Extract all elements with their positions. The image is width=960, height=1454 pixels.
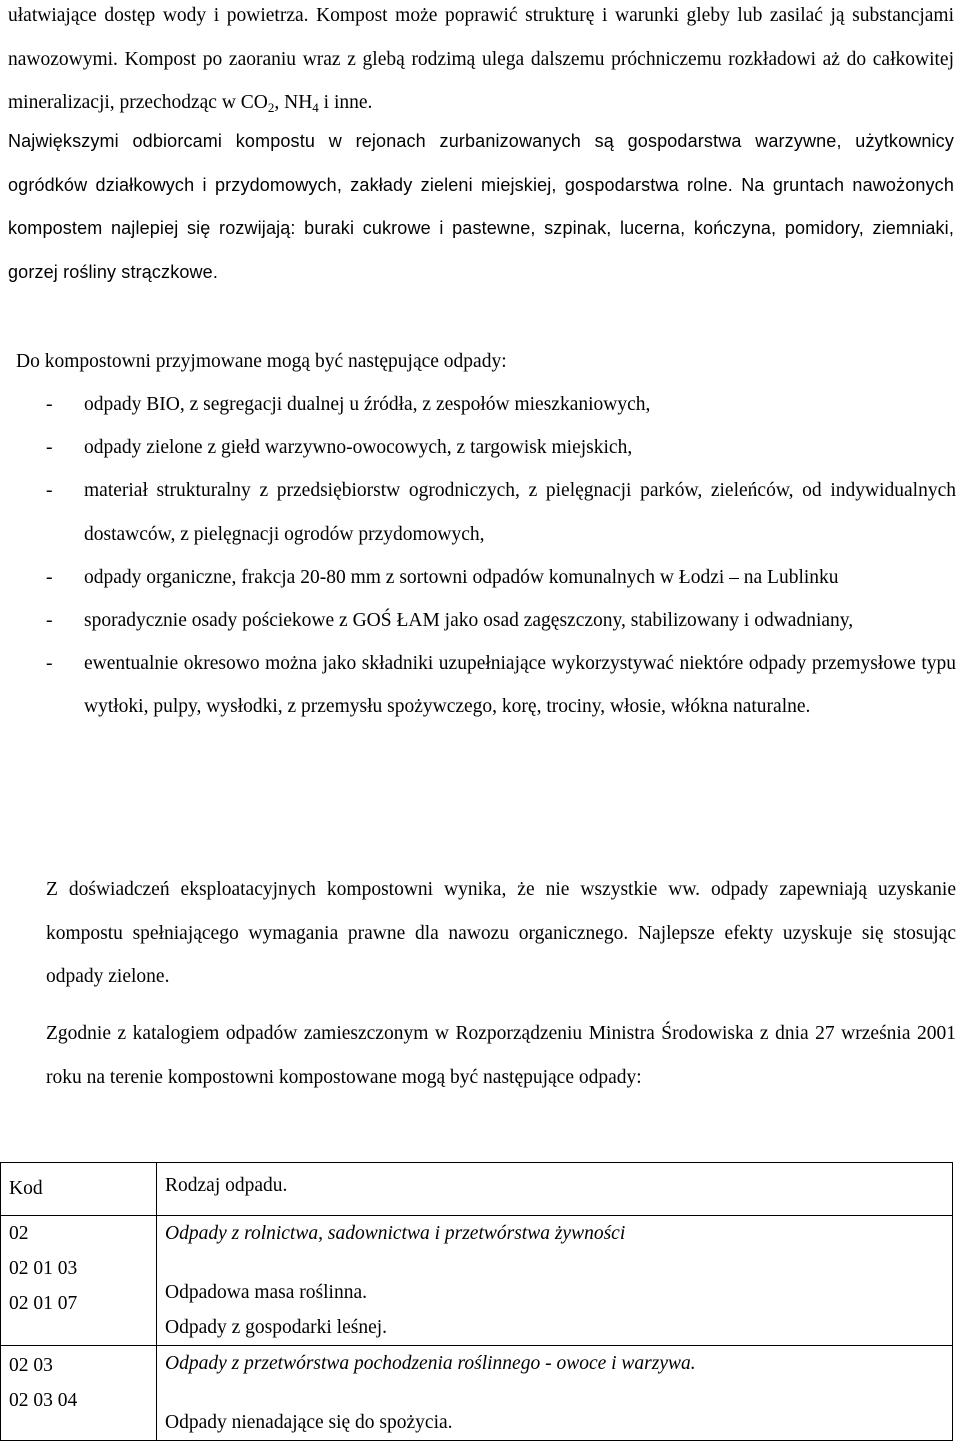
list-dash: -	[46, 610, 53, 632]
item-code: 02 03 04	[9, 1390, 78, 1411]
group-code-cell	[1, 1216, 157, 1346]
intro-text-nh: , NH	[274, 92, 313, 113]
list-item	[46, 599, 956, 642]
list-item-text: odpady zielone z giełd warzywno-owocowych, z targowisk miejskich,	[84, 437, 633, 459]
spacer	[157, 1251, 952, 1275]
list-item-text: odpady BIO, z segregacji dualnej u źródła, z zespołów mieszkaniowych,	[84, 394, 651, 415]
list-item-text: sporadycznie osady pościekowe z GOŚ ŁAM jako osad zagęszczony, stabilizowany i odwadniany,	[84, 610, 854, 632]
group-name: Odpady z rolnictwa, sadownictwa i przetwórstwa żywności	[165, 1223, 626, 1244]
header-code-label: Kod	[9, 1178, 43, 1199]
list-item-text: materiał strukturalny z przedsiębiorstw ogrodniczych, z pielęgnacji parków, zieleńców, od indywidualnych dostawców, z pielęgnacji ogrodów przydomowych,	[84, 480, 956, 545]
list-item	[46, 642, 956, 728]
item-name: Odpady nienadające się do spożycia.	[165, 1412, 453, 1433]
table-row	[1, 1346, 953, 1441]
intro-text-tail: i inne.	[318, 92, 373, 113]
list-item	[46, 426, 956, 469]
spacer	[157, 1381, 952, 1405]
table-header-row	[1, 1163, 953, 1216]
group-name-cell	[157, 1346, 953, 1441]
list-item	[46, 469, 956, 555]
list-item-text: ewentualnie okresowo można jako składniki uzupełniające wykorzystywać niektóre odpady przemysłowe typu wytłoki, pulpy, wysłodki, z przemysłu spożywczego, korę, trociny, włosie, włókna naturalne.	[84, 653, 956, 718]
accepted-waste-intro: Do kompostowni przyjmowane mogą być następujące odpady:	[16, 351, 507, 372]
group-code: 02 03	[9, 1355, 53, 1376]
recipients-paragraph: Największymi odbiorcami kompostu w rejonach zurbanizowanych są gospodarstwa warzywne, użytkownicy ogródków działkowych i przydomowych, zakłady zieleni miejskiej, gospodarstwa rolne. Na gruntach nawożonych kompostem najlepiej się rozwijają: buraki cukrowe i pastewne, szpinak, lucerna, kończyna, pomidory, ziemniaki, gorzej rośliny strączkowe.	[8, 131, 954, 282]
list-dash: -	[46, 653, 53, 675]
item-code: 02 01 07	[9, 1293, 78, 1314]
item-code: 02 01 03	[9, 1258, 78, 1279]
item-name: Odpadowa masa roślinna.	[165, 1282, 367, 1303]
group-code-cell	[1, 1346, 157, 1441]
item-name: Odpady z gospodarki leśnej.	[165, 1317, 388, 1338]
group-name-cell	[157, 1216, 953, 1346]
header-name-cell	[157, 1163, 953, 1216]
list-item-text: odpady organiczne, frakcja 20-80 mm z sortowni odpadów komunalnych w Łodzi – na Lublinku	[84, 566, 839, 588]
waste-code-table	[0, 1162, 953, 1441]
table-row	[1, 1216, 953, 1346]
header-code-cell	[1, 1163, 157, 1216]
intro-text: ułatwiające dostęp wody i powietrza. Kompost może poprawić strukturę i warunki gleby lub zasilać ją substancjami nawozowymi. Kompost po zaoraniu wraz z glebą rodzimą ulega dalszemu próchniczemu rozkładowi aż do całkowitej mineralizacji, przechodząc w CO	[8, 5, 954, 113]
header-name-label: Rodzaj odpadu.	[165, 1175, 288, 1196]
list-dash: -	[46, 566, 53, 588]
list-item	[46, 383, 956, 426]
catalog-paragraph: Zgodnie z katalogiem odpadów zamieszczonym w Rozporządzeniu Ministra Środowiska z dnia 27 września 2001 roku na terenie kompostowni kompostowane mogą być następujące odpady:	[46, 1023, 956, 1088]
list-dash: -	[46, 480, 53, 502]
subscript-2: 2	[267, 100, 275, 115]
subscript-4: 4	[312, 100, 319, 115]
list-dash: -	[46, 437, 53, 459]
list-dash: -	[46, 394, 53, 415]
list-item	[46, 556, 956, 599]
intro-paragraph	[8, 0, 954, 125]
group-name: Odpady z przetwórstwa pochodzenia roślinnego - owoce i warzywa.	[165, 1353, 696, 1374]
experience-paragraph: Z doświadczeń eksploatacyjnych kompostowni wynika, że nie wszystkie ww. odpady zapewniają uzyskanie kompostu spełniającego wymagania prawne dla nawozu organicznego. Najlepsze efekty uzyskuje się stosując odpady zielone.	[46, 879, 956, 987]
accepted-waste-list	[46, 383, 956, 729]
group-code: 02	[9, 1223, 29, 1244]
